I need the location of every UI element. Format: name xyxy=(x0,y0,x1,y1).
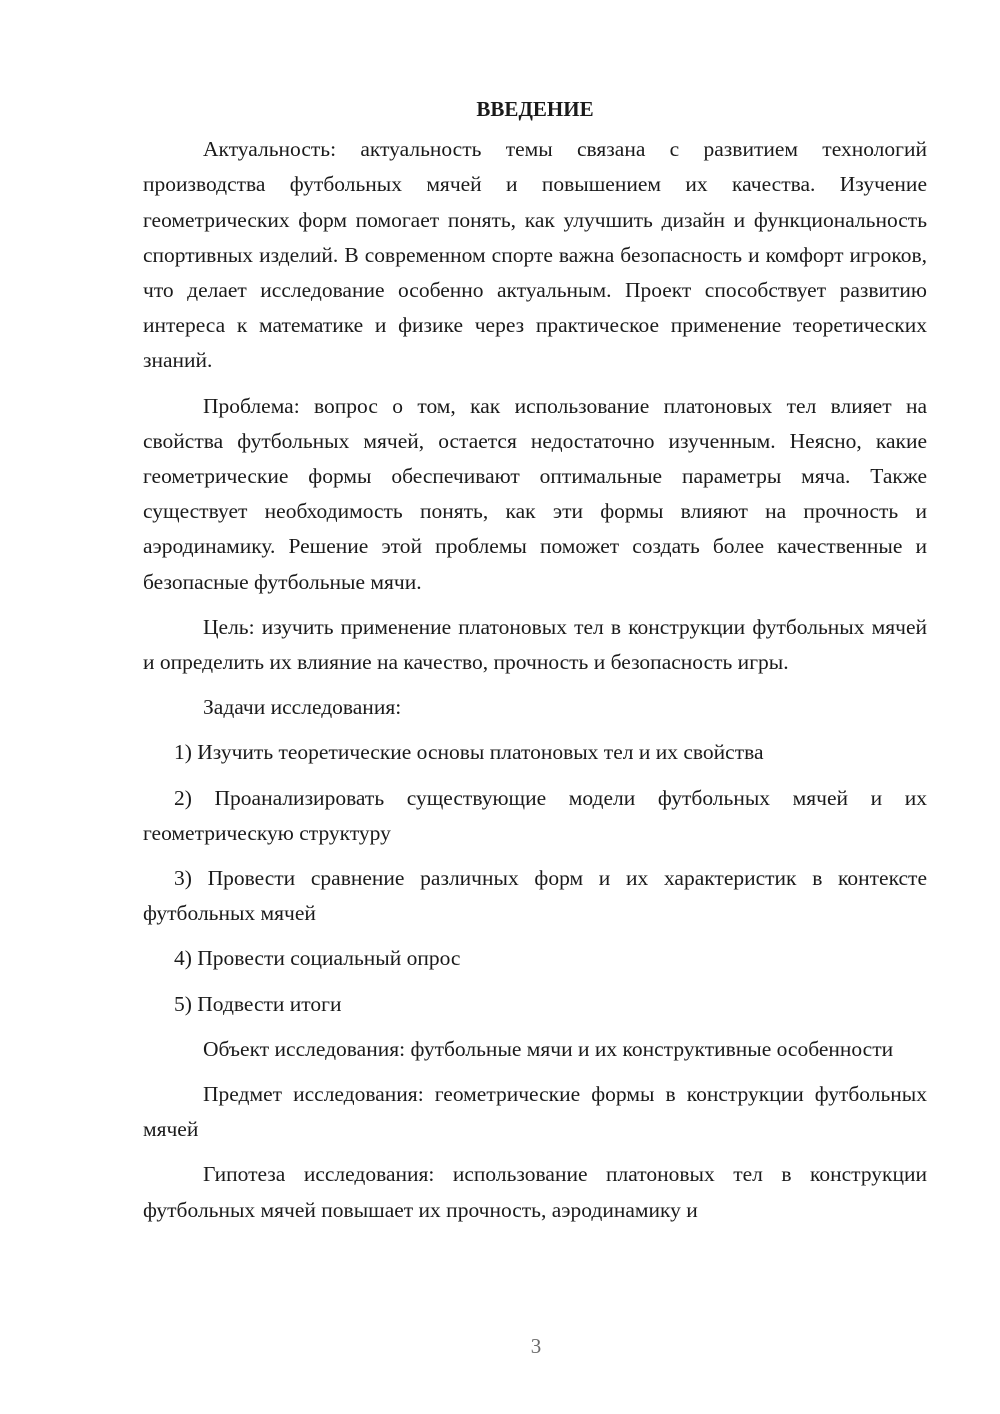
tasks-heading: Задачи исследования: xyxy=(203,695,402,720)
document-page xyxy=(143,92,927,1228)
paragraph-relevance: Актуальность: актуальность темы связана с развитием технологий производства футбольных мячей и повышением их качества. Изучение геометрических форм помогает понять, как улучшить дизайн и функциональность спортивных изделий. В современном спорте важна безопасность и комфорт игроков, что делает исследование особенно актуальным. Проект способствует развитию интереса к математике и физике через практическое применение теоретических знаний. xyxy=(143,137,927,373)
list-item: 5) Подвести итоги xyxy=(174,991,342,1016)
paragraph-object: Объект исследования: футбольные мячи и их конструктивные особенности xyxy=(203,1036,894,1061)
page-number: 3 xyxy=(530,1334,542,1358)
list-item: 1) Изучить теоретические основы платоновых тел и их свойства xyxy=(174,740,764,765)
tasks-list xyxy=(143,735,927,1021)
paragraph-problem: Проблема: вопрос о том, как использование платоновых тел влияет на свойства футбольных мячей, остается недостаточно изученным. Неясно, какие геометрические формы обеспечивают оптимальные параметры мяча. Также существует необходимость понять, как эти формы влияют на прочность и аэродинамику. Решение этой проблемы поможет создать более качественные и безопасные футбольные мячи. xyxy=(143,393,927,594)
paragraph-goal: Цель: изучить применение платоновых тел в конструкции футбольных мячей и определить их влияние на качество, прочность и безопасность игры. xyxy=(143,614,927,675)
list-item: 4) Провести социальный опрос xyxy=(174,946,461,971)
section-title: ВВЕДЕНИЕ xyxy=(476,97,594,121)
list-item: 2) Проанализировать существующие модели футбольных мячей и их геометрическую структуру xyxy=(143,785,927,845)
list-item: 3) Провести сравнение различных форм и их характеристик в контексте футбольных мячей xyxy=(143,866,927,926)
paragraph-hypothesis: Гипотеза исследования: использование платоновых тел в конструкции футбольных мячей повышает их прочность, аэродинамику и xyxy=(143,1162,927,1222)
paragraph-subject: Предмет исследования: геометрические формы в конструкции футбольных мячей xyxy=(143,1082,927,1142)
